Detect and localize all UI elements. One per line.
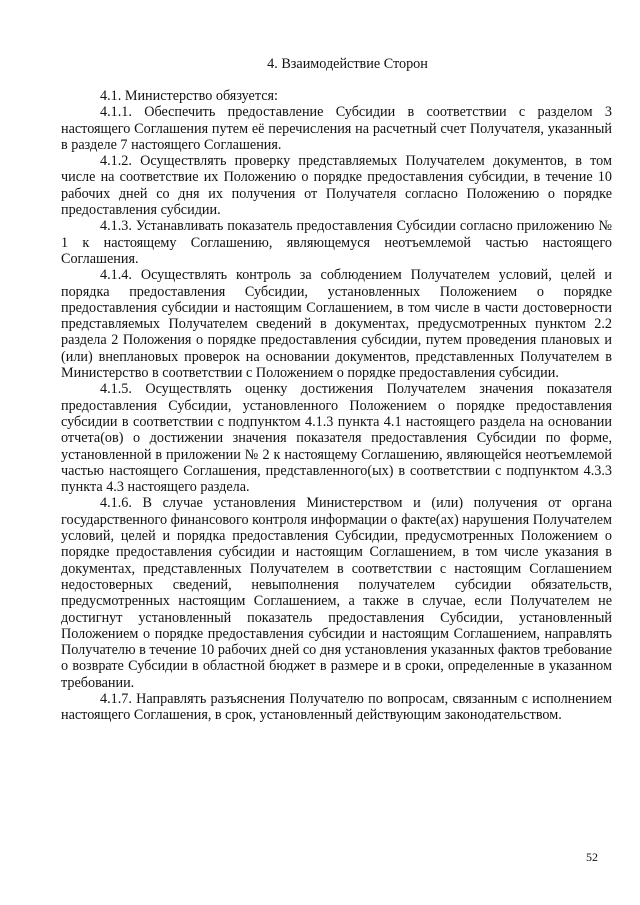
document-body (61, 55, 612, 724)
paragraph-4-1-4: 4.1.4. Осуществлять контроль за соблюдением Получателем условий, целей и порядка предоставления Субсидии, установленных Положением о порядке предоставления субсидии и настоящим Соглашением, в том числе в части достоверности представляемых Получателем сведений в документах, предусмотренных пунктом 2.2 раздела 2 Положения о порядке предоставления субсидии, путем проведения плановых и (или) внеплановых проверок на основании документов, представленных Получателем в Министерство в соответствии с Положением о порядке предоставления субсидии. (61, 267, 612, 382)
paragraph-4-1-6: 4.1.6. В случае установления Министерством и (или) получения от органа государственного финансового контроля информации о факте(ах) нарушения Получателем условий, целей и порядка предоставления Субсидии, предусмотренных Положением о порядке предоставления субсидии и настоящим Соглашением, в том числе указания в документах, представленных Получателем в соответствии с настоящим Соглашением недостоверных сведений, невыполнения получателем субсидии обязательств, предусмотренных настоящим Соглашением, а также в случае, если Получателем не достигнут установленный показатель предоставления Субсидии, установленный Положением о порядке предоставления субсидии и настоящим Соглашением, направлять Получателю в течение 10 рабочих дней со дня установления указанных фактов требование о возврате Субсидии в областной бюджет в размере и в сроки, определенные в указанном требовании. (61, 495, 612, 691)
paragraph-4-1: 4.1. Министерство обязуется: (100, 88, 278, 104)
page-number: 52 (586, 850, 598, 864)
section-title: 4. Взаимодействие Сторон (267, 56, 428, 72)
paragraph-4-1-3: 4.1.3. Устанавливать показатель предоставления Субсидии согласно приложению № 1 к настоящему Соглашению, являющемуся неотъемлемой частью настоящего Соглашения. (61, 218, 612, 267)
paragraph-4-1-1: 4.1.1. Обеспечить предоставление Субсидии в соответствии с разделом 3 настоящего Соглашения путем её перечисления на расчетный счет Получателя, указанный в разделе 7 настоящего Соглашения. (61, 104, 612, 153)
paragraph-4-1-7: 4.1.7. Направлять разъяснения Получателю по вопросам, связанным с исполнением настоящего Соглашения, в срок, установленный действующим законодательством. (61, 690, 612, 724)
paragraph-4-1-5: 4.1.5. Осуществлять оценку достижения Получателем значения показателя предоставления Субсидии, установленного Положением о порядке предоставления субсидии в соответствии с подпунктом 4.1.3 пункта 4.1 настоящего раздела на основании отчета(ов) о достижении значения показателя предоставления Субсидии по форме, установленной в приложении № 2 к настоящему Соглашению, являющейся неотъемлемой частью настоящего Соглашения, представленного(ых) в соответствии с подпунктом 4.3.3 пункта 4.3 настоящего раздела. (61, 381, 612, 496)
paragraph-4-1-2: 4.1.2. Осуществлять проверку представляемых Получателем документов, в том числе на соответствие их Положению о порядке предоставления субсидии, в течение 10 рабочих дней со дня их получения от Получателя согласно Положению о порядке предоставления субсидии. (61, 153, 612, 219)
